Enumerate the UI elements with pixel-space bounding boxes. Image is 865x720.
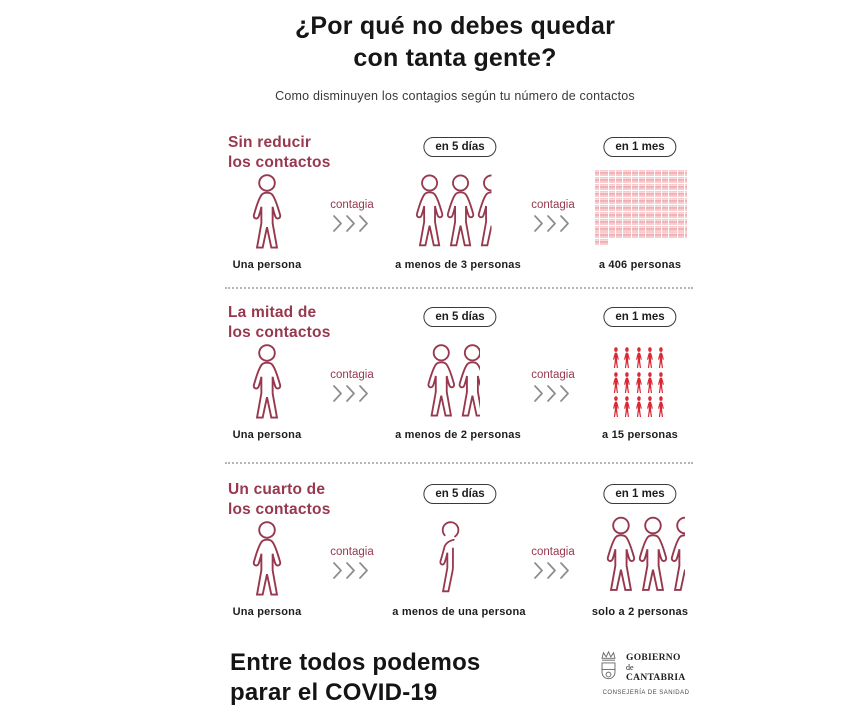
end-label: a 15 personas: [602, 429, 678, 441]
people-solid-grid-15-icon: [611, 347, 668, 418]
footer-claim-line2: parar el COVID-19: [230, 679, 438, 707]
row-heading: [228, 133, 428, 174]
contagia-label: contagia: [531, 199, 575, 211]
row-heading-line2: los contactos: [228, 154, 331, 172]
triple-chevron-icon: [533, 562, 573, 579]
crowd-406-icon: [595, 170, 687, 246]
row-heading-line1: La mitad de: [228, 304, 317, 321]
footer-claim-line1: Entre todos podemos: [230, 649, 481, 676]
gobierno-label: GOBIERNO: [626, 653, 681, 664]
row-divider: [225, 462, 693, 464]
triple-chevron-icon: [332, 385, 372, 402]
badge-en-1-mes: en 1 mes: [603, 137, 676, 157]
row-heading-line1: Sin reducir: [228, 134, 312, 151]
person-outline-icon: [241, 343, 293, 426]
triple-chevron-icon: [533, 215, 573, 232]
gobierno-cantabria-logo: [596, 650, 696, 696]
cantabria-crest-icon: [596, 650, 621, 687]
triple-chevron-icon: [533, 385, 573, 402]
start-label: Una persona: [232, 429, 302, 441]
row-sin-reducir: [0, 133, 865, 298]
half-person-icon: [432, 518, 465, 602]
row-heading: [228, 303, 428, 344]
triple-chevron-icon: [332, 215, 372, 232]
triple-chevron-icon: [332, 562, 372, 579]
contagia-label: contagia: [330, 546, 374, 558]
contagia-label: contagia: [330, 199, 374, 211]
badge-en-1-mes: en 1 mes: [603, 484, 676, 504]
row-heading-line1: Un cuarto de: [228, 481, 326, 498]
mid-label: a menos de una persona: [392, 606, 526, 618]
footer-claim: [230, 648, 480, 708]
row-divider: [225, 287, 693, 289]
people-group-2plus-icon: [595, 515, 685, 599]
people-group-3-icon: [405, 173, 492, 254]
de-label: de: [626, 663, 634, 673]
contagia-indicator: [518, 199, 588, 237]
contagia-label: contagia: [531, 546, 575, 558]
mid-label: a menos de 2 personas: [395, 429, 521, 441]
contagia-indicator: [317, 199, 387, 237]
start-label: Una persona: [232, 259, 302, 271]
person-outline-icon: [241, 173, 293, 256]
contagia-indicator: [317, 369, 387, 407]
contagia-label: contagia: [531, 369, 575, 381]
contagia-label: contagia: [330, 369, 374, 381]
cantabria-label: CANTABRIA: [626, 672, 686, 683]
mid-label: a menos de 3 personas: [395, 259, 521, 271]
page-title-line2: con tanta gente?: [353, 44, 557, 72]
badge-en-5-dias: en 5 días: [423, 307, 496, 327]
row-la-mitad: [0, 303, 865, 468]
row-heading-line2: los contactos: [228, 501, 331, 519]
badge-en-5-dias: en 5 días: [423, 137, 496, 157]
badge-en-5-dias: en 5 días: [423, 484, 496, 504]
page-subtitle: Como disminuyen los contagios según tu número de contactos: [275, 89, 635, 103]
row-heading-line2: los contactos: [228, 324, 331, 342]
contagia-indicator: [518, 369, 588, 407]
row-heading: [228, 480, 428, 521]
end-label: a 406 personas: [598, 259, 682, 271]
people-group-2-icon: [416, 343, 480, 424]
gobierno-cantabria-text: [626, 653, 686, 683]
page-title-line1: ¿Por qué no debes quedar: [294, 12, 616, 40]
row-un-cuarto: [0, 480, 865, 645]
person-outline-icon: [241, 520, 293, 603]
start-label: Una persona: [232, 606, 302, 618]
page-title: [170, 10, 740, 74]
consejeria-label: CONSEJERÍA DE SANIDAD: [602, 690, 690, 696]
contagia-indicator: [317, 546, 387, 584]
contagia-indicator: [518, 546, 588, 584]
end-label: solo a 2 personas: [591, 606, 689, 618]
badge-en-1-mes: en 1 mes: [603, 307, 676, 327]
